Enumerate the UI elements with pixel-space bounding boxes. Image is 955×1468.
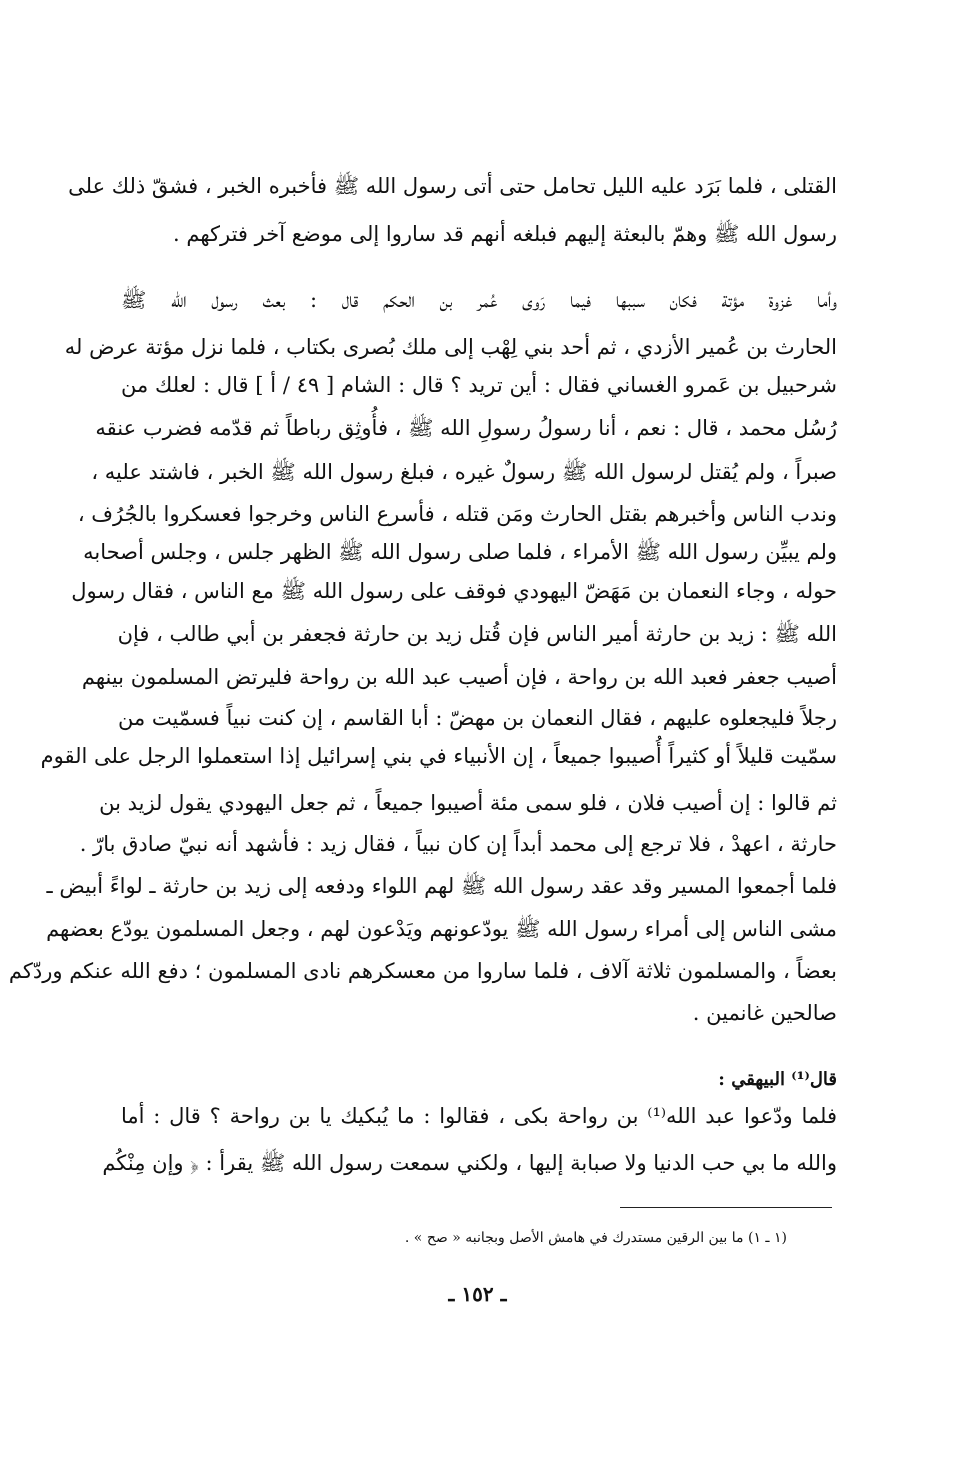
- footnote-divider: [620, 1207, 832, 1208]
- text-line: فلما أجمعوا المسير وقد عقد رسول الله ﷺ لهم اللواء ودفعه إلى زيد بن حارثة ـ لواءً أبيض ـ: [46, 874, 837, 898]
- text-line: سمّيت قليلاً أو كثيراً أُصيبوا جميعاً ، إن الأنبياء في بني إسرائيل إذا استعملوا الرجل على القوم: [40, 744, 837, 768]
- text-line: رُسُل محمد ، قال : نعم ، أنا رسولُ رسولِ الله ﷺ ، فأُوثِق رباطاً ثم قدّمه فضرب عنقه: [95, 416, 837, 440]
- text-line: وندب الناس وأخبرهم بقتل الحارث ومَن قتله ، فأسرع الناس وخرجوا فعسكروا بالجُرُف ،: [77, 502, 837, 526]
- footnote: (١ ـ ١) ما بين الرقين مستدرك في هامش الأصل وبجانبه « صح » .: [404, 1230, 787, 1246]
- text-line: القتلى ، فلما بَرَد عليه الليل تحامل حتى أتى رسول الله ﷺ فأخبره الخبر ، فشقّ ذلك على: [68, 174, 837, 198]
- text-line: الله ﷺ : زيد بن حارثة أمير الناس فإن قُتل زيد بن حارثة فجعفر بن أبي طالب ، فإن: [117, 622, 837, 646]
- text-line: رجلاً فليجعلوه عليهم ، فقال النعمان بن مهضّ : أبا القاسم ، إن كنت نبياً فسمّيت من: [118, 706, 837, 730]
- text-line: فلما ودّعوا عبد الله⁽¹⁾ بن رواحة بكى ، فقالوا : ما يُبكيك يا بن رواحة ؟ قال : أما: [121, 1104, 837, 1128]
- text-line: وأما غزوة مؤتة فكان سببها فيما رَوى عُمر بن الحكم قال : بعث رسول الله ﷺ: [121, 288, 837, 312]
- text-line: ولم يبيِّن رسول الله ﷺ الأمراء ، فلما صلى رسول الله ﷺ الظهر جلس ، وجلس أصحابه: [83, 540, 837, 564]
- text-line: حوله ، وجاء النعمان بن مَهَضّ اليهودي فوقف على رسول الله ﷺ مع الناس ، فقال رسول: [71, 579, 837, 603]
- text-line: صبراً ، ولم يُقتل لرسول الله ﷺ رسولٌ غيره ، فبلغ رسول الله ﷺ الخبر ، فاشتد عليه ،: [91, 460, 837, 484]
- text-line: مشى الناس إلى أمراء رسول الله ﷺ يودّعونهم ويَدْعون لهم ، وجعل المسلمون يودّع بعضهم: [46, 917, 837, 941]
- text-line: الحارث بن عُمير الأزدي ، ثم أحد بني لِهْب إلى ملك بُصرى بكتاب ، فلما نزل مؤتة عرض له: [64, 335, 837, 359]
- text-line: والله ما بي حب الدنيا ولا صبابة إليها ، ولكني سمعت رسول الله ﷺ يقرأ : ﴿ وإن مِنْكُم: [102, 1151, 837, 1175]
- text-line: أصيب جعفر فعبد الله بن رواحة ، فإن أصيب عبد الله بن رواحة فليرتض المسلمون بينهم: [81, 665, 837, 689]
- text-line: صالحين غانمين .: [692, 1001, 837, 1025]
- text-line: حارثة ، اعهدْ ، فلا ترجع إلى محمد أبداً إن كان نبياً ، فقال زيد : فأشهد أنه نبيّ صادق بارّ .: [79, 832, 837, 856]
- section-heading: قال⁽¹⁾ البيهقي :: [718, 1069, 837, 1090]
- page-number: ـ ١٥٢ ـ: [448, 1282, 507, 1306]
- text-line: شرحبيل بن عَمرو الغساني فقال : أين تريد ؟ قال : الشام [ ٤٩ / أ ] قال : لعلك من: [121, 373, 837, 397]
- text-line: ثم قالوا : إن أصيب فلان ، فلو سمى مئة أصيبوا جميعاً ، ثم جعل اليهودي يقول لزيد بن: [99, 791, 837, 815]
- text-line: رسول الله ﷺ وهمّ بالبعثة إليهم فبلغه أنهم قد ساروا إلى موضع آخر فتركهم .: [173, 222, 837, 246]
- text-line: بعضاً ، والمسلمون ثلاثة آلاف ، فلما ساروا من معسكرهم نادى المسلمون ؛ دفع الله عنكم وردّكم: [8, 959, 837, 983]
